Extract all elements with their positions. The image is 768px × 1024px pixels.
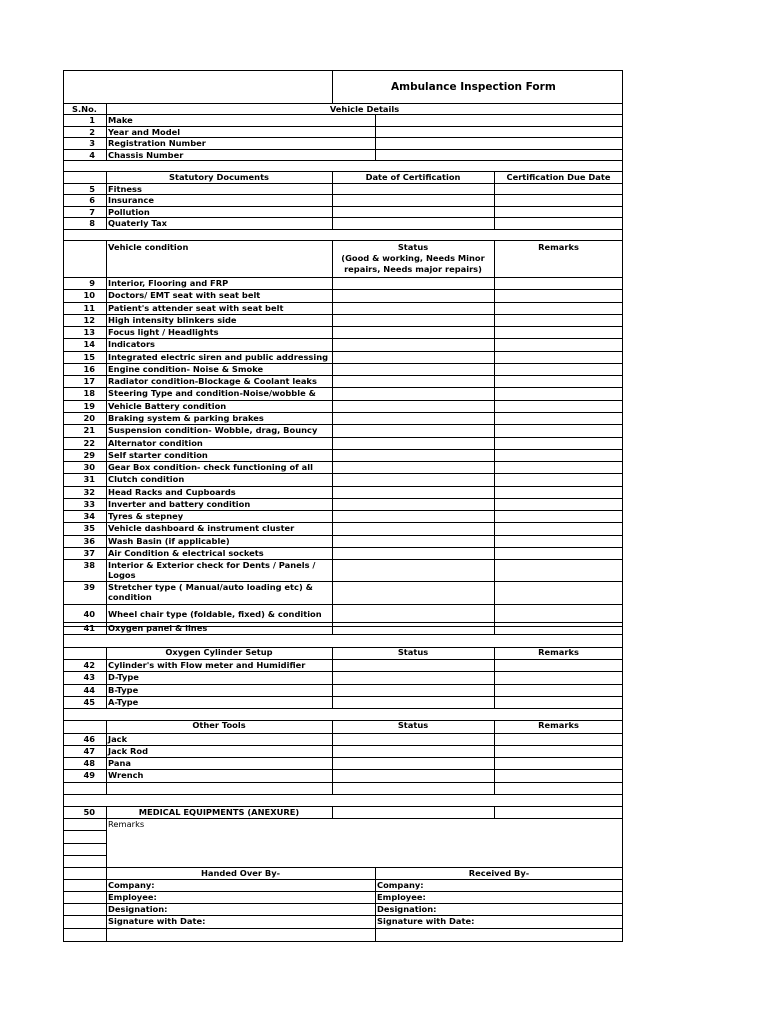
row-number: 15	[83, 352, 95, 362]
vehicle-details-header: Vehicle Details	[329, 104, 400, 114]
row-number: 12	[83, 315, 95, 325]
row-number: 29	[83, 450, 95, 460]
grid-line	[494, 720, 495, 794]
row-label: Wheel chair type (foldable, fixed) & condition	[108, 609, 322, 619]
row-label: Chassis Number	[108, 150, 184, 160]
grid-line	[332, 647, 333, 708]
row-label: Cylinder's with Flow meter and Humidifier	[108, 660, 306, 670]
status-header: Status	[397, 720, 429, 730]
row-label: Inverter and battery condition	[108, 499, 251, 509]
grid-line	[63, 830, 106, 831]
sno-header: S.No.	[72, 104, 97, 114]
received-by-header: Received By-	[468, 868, 530, 878]
row-number: 3	[89, 138, 95, 148]
row-number: 39	[83, 582, 95, 592]
remarks-header: Remarks	[538, 720, 579, 730]
status-options: repairs, Needs major repairs)	[344, 264, 482, 274]
grid-line	[494, 240, 495, 635]
handover-field-label: Signature with Date:	[108, 916, 206, 926]
row-label: Vehicle dashboard & instrument cluster	[108, 523, 295, 533]
grid-line	[494, 171, 495, 229]
status-header: Status	[397, 242, 429, 252]
row-number: 30	[83, 462, 95, 472]
grid-line	[63, 229, 623, 230]
grid-line	[332, 240, 333, 635]
row-label: Quaterly Tax	[108, 218, 167, 228]
row-number: 31	[83, 474, 95, 484]
row-label: Steering Type and condition-Noise/wobble &	[108, 388, 316, 398]
row-number: 16	[83, 364, 95, 374]
grid-line	[106, 240, 107, 635]
row-number: 50	[83, 807, 95, 817]
row-label: Registration Number	[108, 138, 206, 148]
grid-line	[63, 782, 623, 783]
grid-line	[494, 806, 495, 818]
oxygen-header: Oxygen Cylinder Setup	[165, 647, 273, 657]
row-number: 37	[83, 548, 95, 558]
remarks-header: Remarks	[538, 242, 579, 252]
row-number: 17	[83, 376, 95, 386]
tools-header: Other Tools	[192, 720, 246, 730]
row-number: 22	[83, 438, 95, 448]
row-label: Pana	[108, 758, 131, 768]
row-label: Head Racks and Cupboards	[108, 487, 236, 497]
grid-line	[63, 708, 623, 709]
grid-line	[63, 604, 623, 605]
row-number: 5	[89, 184, 95, 194]
row-label: A-Type	[108, 697, 139, 707]
row-label: Insurance	[108, 195, 154, 205]
received-field-label: Employee:	[377, 892, 426, 902]
row-label: Fitness	[108, 184, 142, 194]
grid-line	[332, 70, 333, 103]
grid-line	[106, 818, 107, 867]
row-label: Interior, Flooring and FRP	[108, 278, 229, 288]
grid-line	[63, 928, 623, 929]
row-label: Interior & Exterior check for Dents / Panels / Logos	[108, 560, 316, 580]
vehicle-condition-header: Vehicle condition	[108, 242, 189, 252]
status-options: (Good & working, Needs Minor	[341, 253, 485, 263]
row-label: Focus light / Headlights	[108, 327, 219, 337]
row-label: Integrated electric siren and public addressing	[108, 352, 329, 362]
form-title: Ambulance Inspection Form	[391, 81, 556, 93]
grid-line	[106, 103, 107, 160]
medical-equipment-label: MEDICAL EQUIPMENTS (ANEXURE)	[138, 807, 300, 817]
row-label: D-Type	[108, 672, 139, 682]
row-number: 8	[89, 218, 95, 228]
row-label: Make	[108, 115, 133, 125]
row-number: 6	[89, 195, 95, 205]
row-number: 41	[83, 623, 95, 633]
row-number: 2	[89, 127, 95, 137]
row-number: 44	[83, 685, 95, 695]
row-label: Braking system & parking brakes	[108, 413, 264, 423]
row-number: 4	[89, 150, 95, 160]
received-field-label: Signature with Date:	[377, 916, 475, 926]
grid-line	[106, 647, 107, 708]
row-label: Vehicle Battery condition	[108, 401, 227, 411]
received-field-label: Designation:	[377, 904, 437, 914]
grid-line	[106, 806, 107, 818]
row-number: 35	[83, 523, 95, 533]
row-label: Indicators	[108, 339, 155, 349]
row-number: 11	[83, 303, 95, 313]
grid-line	[332, 171, 333, 229]
row-label: Engine condition- Noise & Smoke	[108, 364, 264, 374]
row-label: Jack Rod	[108, 746, 149, 756]
row-label: Radiator condition-Blockage & Coolant leaks	[108, 376, 317, 386]
row-number: 45	[83, 697, 95, 707]
handover-field-label: Company:	[108, 880, 155, 890]
status-header: Status	[397, 647, 429, 657]
row-number: 32	[83, 487, 95, 497]
grid-line	[63, 794, 623, 795]
row-number: 34	[83, 511, 95, 521]
row-number: 1	[89, 115, 95, 125]
grid-line	[63, 160, 623, 161]
row-label: Pollution	[108, 207, 150, 217]
row-number: 49	[83, 770, 95, 780]
row-label: Alternator condition	[108, 438, 203, 448]
grid-line	[63, 855, 106, 856]
row-label: Gear Box condition- check functioning of all	[108, 462, 313, 472]
row-label: Patient's attender seat with seat belt	[108, 303, 284, 313]
row-label: Jack	[108, 734, 128, 744]
row-label: Oxygen panel & lines	[108, 623, 208, 633]
statutory-header: Statutory Documents	[169, 172, 269, 182]
row-number: 47	[83, 746, 95, 756]
grid-line	[106, 720, 107, 794]
row-label: Self starter condition	[108, 450, 208, 460]
grid-line	[63, 634, 623, 635]
row-label: Wrench	[108, 770, 144, 780]
row-number: 21	[83, 425, 95, 435]
row-label: Year and Model	[108, 127, 181, 137]
row-number: 20	[83, 413, 95, 423]
row-label: Suspension condition- Wobble, drag, Bouncy	[108, 425, 318, 435]
row-number: 38	[83, 560, 95, 570]
grid-line	[106, 867, 107, 942]
row-label: B-Type	[108, 685, 139, 695]
row-number: 13	[83, 327, 95, 337]
handed-over-header: Handed Over By-	[200, 868, 281, 878]
row-label: Air Condition & electrical sockets	[108, 548, 264, 558]
date-certification-header: Date of Certification	[365, 172, 461, 182]
row-number: 9	[89, 278, 95, 288]
grid-line	[375, 867, 376, 942]
grid-line	[63, 843, 106, 844]
row-number: 40	[83, 609, 95, 619]
row-number: 19	[83, 401, 95, 411]
row-number: 18	[83, 388, 95, 398]
due-date-header: Certification Due Date	[506, 172, 611, 182]
grid-line	[106, 171, 107, 229]
row-label: Wash Basin (if applicable)	[108, 536, 230, 546]
row-label: High intensity blinkers side	[108, 315, 237, 325]
remarks-header: Remarks	[538, 647, 579, 657]
row-number: 10	[83, 290, 95, 300]
row-label: Stretcher type ( Manual/auto loading etc) & condition	[108, 582, 313, 602]
row-number: 33	[83, 499, 95, 509]
grid-line	[63, 240, 623, 241]
row-number: 46	[83, 734, 95, 744]
grid-line	[332, 720, 333, 794]
grid-line	[375, 114, 376, 160]
row-number: 7	[89, 207, 95, 217]
row-number: 36	[83, 536, 95, 546]
grid-line	[494, 647, 495, 708]
grid-line	[332, 806, 333, 818]
row-number: 43	[83, 672, 95, 682]
remarks-label: Remarks	[108, 819, 145, 829]
handover-field-label: Designation:	[108, 904, 168, 914]
row-label: Tyres & stepney	[108, 511, 184, 521]
row-label: Clutch condition	[108, 474, 185, 484]
row-number: 42	[83, 660, 95, 670]
row-number: 14	[83, 339, 95, 349]
row-number: 48	[83, 758, 95, 768]
received-field-label: Company:	[377, 880, 424, 890]
row-label: Doctors/ EMT seat with seat belt	[108, 290, 261, 300]
handover-field-label: Employee:	[108, 892, 157, 902]
